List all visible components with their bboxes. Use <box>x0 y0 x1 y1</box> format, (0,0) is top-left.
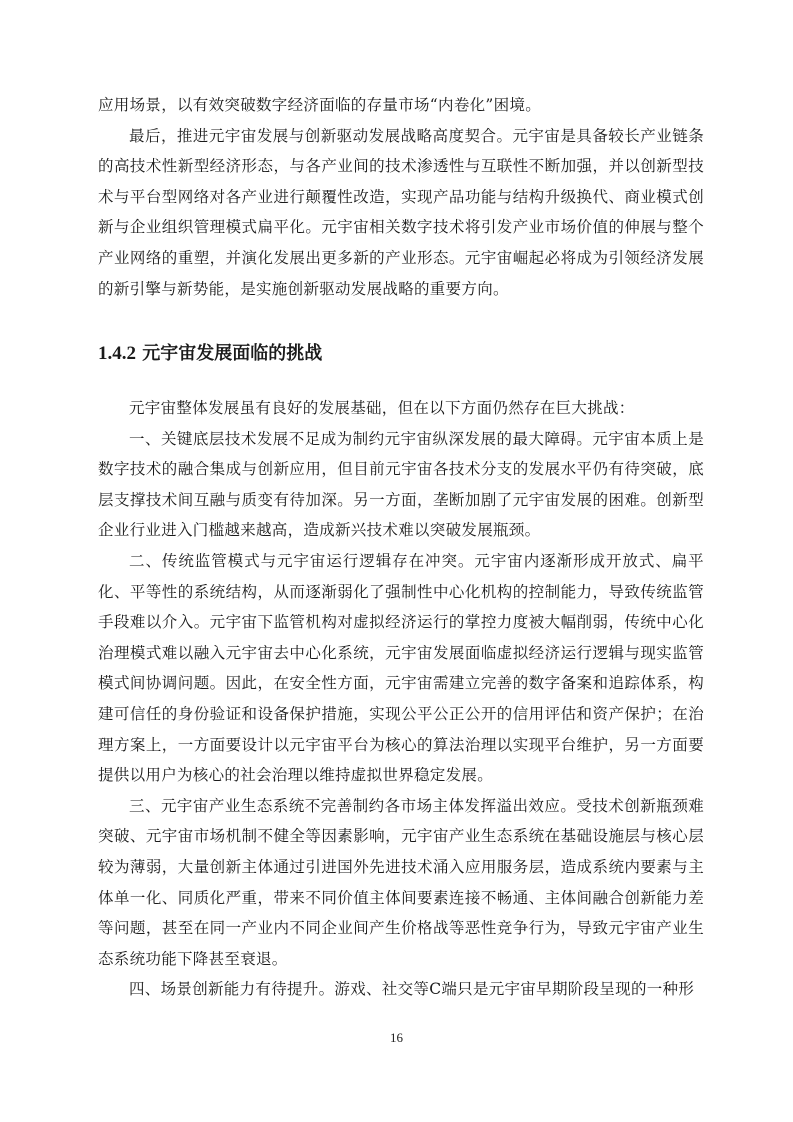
page-number: 16 <box>390 1030 403 1045</box>
section-number: 1.4.2 <box>98 343 136 364</box>
paragraph-challenge-2: 二、传统监管模式与元宇宙运行逻辑存在冲突。元宇宙内逐渐形成开放式、扁平化、平等性的系统结构，从而逐渐弱化了强制性中心化机构的控制能力，导致传统监管手段难以介入。元宇宙下监管机构对虚拟经济运行的掌控力度被大幅削弱，传统中心化治理模式难以融入元宇宙去中心化系统，元宇宙发展面临虚拟经济运行逻辑与现实监管模式间协调问题。因此，在安全性方面，元宇宙需建立完善的数字备案和追踪体系，构建可信任的身份验证和设备保护措施，实现公平公正公开的信用评估和资产保护；在治理方案上，一方面要设计以元宇宙平台为核心的算法治理以实现平台维护，另一方面要提供以用户为核心的社会治理以维持虚拟世界稳定发展。 <box>98 551 704 785</box>
section-body <box>98 393 704 1005</box>
paragraph-finally: 最后，推进元宇宙发展与创新驱动发展战略高度契合。元宇宙是具备较长产业链条的高技术性新型经济形态，与各产业间的技术渗透性与互联性不断加强，并以创新型技术与平台型网络对各产业进行颠覆性改造，实现产品功能与结构升级换代、商业模式创新与企业组织管理模式扁平化。元宇宙相关数字技术将引发产业市场价值的伸展与整个产业网络的重塑，并演化发展出更多新的产业形态。元宇宙崛起必将成为引领经济发展的新引擎与新势能，是实施创新驱动发展战略的重要方向。 <box>98 126 704 298</box>
paragraph-intro: 元宇宙整体发展虽有良好的发展基础，但在以下方面仍然存在巨大挑战： <box>129 399 635 417</box>
paragraph-challenge-4: 四、场景创新能力有待提升。游戏、社交等C端只是元宇宙早期阶段呈现的一种形 <box>129 980 695 999</box>
section-title: 元宇宙发展面临的挑战 <box>142 343 323 364</box>
section-heading <box>98 339 322 369</box>
paragraph-challenge-3: 三、元宇宙产业生态系统不完善制约各市场主体发挥溢出效应。受技术创新瓶颈难突破、元宇宙市场机制不健全等因素影响，元宇宙产业生态系统在基础设施层与核心层较为薄弱，大量创新主体通过引进国外先进技术涌入应用服务层，造成系统内要素与主体单一化、同质化严重，带来不同价值主体间要素连接不畅通、主体间融合创新能力差等问题，甚至在同一产业内不同企业间产生价格战等恶性竞争行为，导致元宇宙产业生态系统功能下降甚至衰退。 <box>98 796 704 968</box>
paragraph-continuation: 应用场景，以有效突破数字经济面临的存量市场“内卷化”困境。 <box>98 96 542 114</box>
intro-text-block <box>98 90 704 304</box>
paragraph-challenge-1: 一、关键底层技术发展不足成为制约元宇宙纵深发展的最大障碍。元宇宙本质上是数字技术的融合集成与创新应用，但目前元宇宙各技术分支的发展水平仍有待突破，底层支撑技术间互融与质变有待加深。另一方面，垄断加剧了元宇宙发展的困难。创新型企业行业进入门槛越来越高，造成新兴技术难以突破发展瓶颈。 <box>98 429 704 540</box>
